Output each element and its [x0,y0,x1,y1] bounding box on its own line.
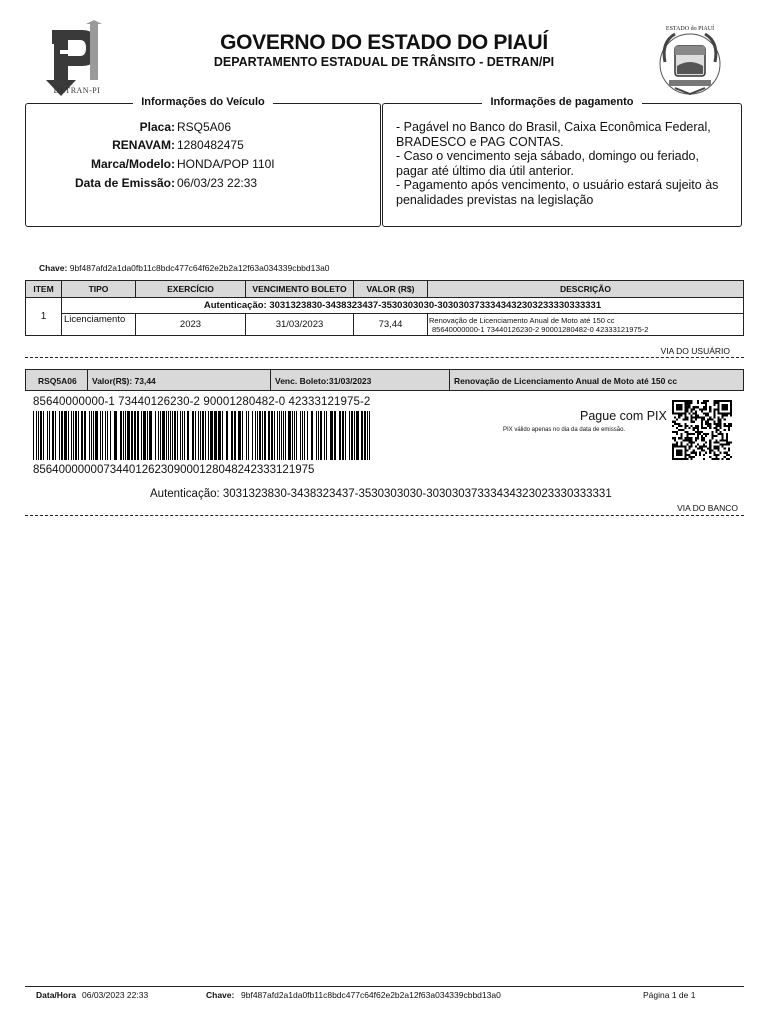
table-autenticacao: Autenticação: 3031323830-3438323437-3530303030-3030303733343432303233330333331 [62,298,744,314]
exercicio-cell: 2023 [136,314,246,336]
chave-line [39,263,330,273]
stub-divider [270,370,271,390]
pix-qr-code-icon [670,400,734,460]
bank-autenticacao: Autenticação: 3031323830-3438323437-3530303030-30303037333434323023330333331 [150,488,612,500]
vehicle-info-title: Informações do Veículo [133,96,272,108]
payment-instructions [396,120,736,207]
barcode-number: 85640000000734401262309000128048242333121975 [33,464,315,476]
column-header-vencimento: VENCIMENTO BOLETO [246,281,354,298]
payment-line: - Pagamento após vencimento, o usuário estará sujeito às [396,178,719,192]
marca-label: Marca/Modelo: [90,157,175,171]
cut-line-banco [25,515,744,516]
emissao-label: Data de Emissão: [74,176,175,190]
vencimento-cell: 31/03/2023 [246,314,354,336]
marca-value: HONDA/POP 110I [177,157,275,171]
column-header-item: ITEM [26,281,62,298]
pix-note: PIX válido apenas no dia da data de emissão. [503,427,626,433]
cut-line-usuario [25,357,744,358]
chave-value: 9bf487afd2a1da0fb11c8bdc477c64f62e2b2a12f63a034339cbbd13a0 [69,263,330,273]
placa-label: Placa: [139,120,175,134]
footer-divider [25,986,744,987]
stub-valor: Valor(R$): 73,44 [92,376,156,386]
payment-line: penalidades previstas na legislação [396,192,594,207]
payment-info-title: Informações de pagamento [482,96,641,108]
pix-label: Pague com PIX [580,409,667,423]
vehicle-info-box [25,96,381,227]
logo-caption: DETRAN-PI [53,86,101,95]
placa-value: RSQ5A06 [177,120,232,134]
column-header-valor: VALOR (R$) [354,281,428,298]
items-table [25,280,744,336]
linha-digitavel: 85640000000-1 73440126230-2 90001280482-0 42333121975-2 [33,396,371,408]
stub-divider [449,370,450,390]
payment-info-box [382,96,742,227]
seal-caption: ESTADO do PIAUÍ [665,26,715,32]
via-usuario-label: VIA DO USUÁRIO [660,346,730,356]
footer-chave-label: Chave: [206,990,235,1000]
column-header-tipo: TIPO [62,281,136,298]
stub-vencimento: Venc. Boleto:31/03/2023 [275,376,372,386]
column-header-exercicio: EXERCÍCIO [136,281,246,298]
table-header-row [26,281,744,298]
renavam-label: RENAVAM: [112,138,175,152]
footer-chave-value: 9bf487afd2a1da0fb11c8bdc477c64f62e2b2a12f63a034339cbbd13a0 [241,990,501,1000]
payment-line: BRADESCO e PAG CONTAS. [396,134,564,149]
table-row-auth [26,298,744,314]
descricao-linha-digitavel: 85640000000-1 73440126230-2 90001280482-0 42333121975-2 [432,324,649,334]
footer-page-number: Página 1 de 1 [643,990,696,1000]
column-header-descricao: DESCRIÇÃO [428,281,744,298]
via-banco-label: VIA DO BANCO [677,503,738,513]
chave-label: Chave: [39,263,68,273]
stub-divider [87,370,88,390]
payment-line: - Pagável no Banco do Brasil, Caixa Econômica Federal, [396,120,711,134]
bank-stub-header [25,369,744,391]
footer-datahora-value: 06/03/2023 22:33 [82,990,149,1000]
page-subtitle: DEPARTAMENTO ESTADUAL DE TRÂNSITO - DETRAN/PI [213,55,555,69]
emissao-value: 06/03/23 22:33 [177,176,258,190]
descricao-text: Renovação de Licenciamento Anual de Moto até 150 cc [429,315,615,325]
descricao-cell [428,314,744,336]
page-title: GOVERNO DO ESTADO DO PIAUÍ [220,31,548,54]
tipo-cell: Licenciamento [62,314,136,336]
stub-placa: RSQ5A06 [38,376,77,386]
payment-line: - Caso o vencimento seja sábado, domingo ou feriado, [396,149,699,163]
footer-datahora-label: Data/Hora [36,990,77,1000]
valor-cell: 73,44 [354,314,428,336]
item-number: 1 [26,298,62,336]
barcode-icon [33,411,370,460]
stub-descricao: Renovação de Licenciamento Anual de Moto até 150 cc [454,376,678,386]
table-row [26,314,744,336]
payment-line: pagar até último dia útil anterior. [396,163,574,178]
piaui-coat-of-arms-icon [655,22,725,98]
renavam-value: 1280482475 [177,138,244,152]
